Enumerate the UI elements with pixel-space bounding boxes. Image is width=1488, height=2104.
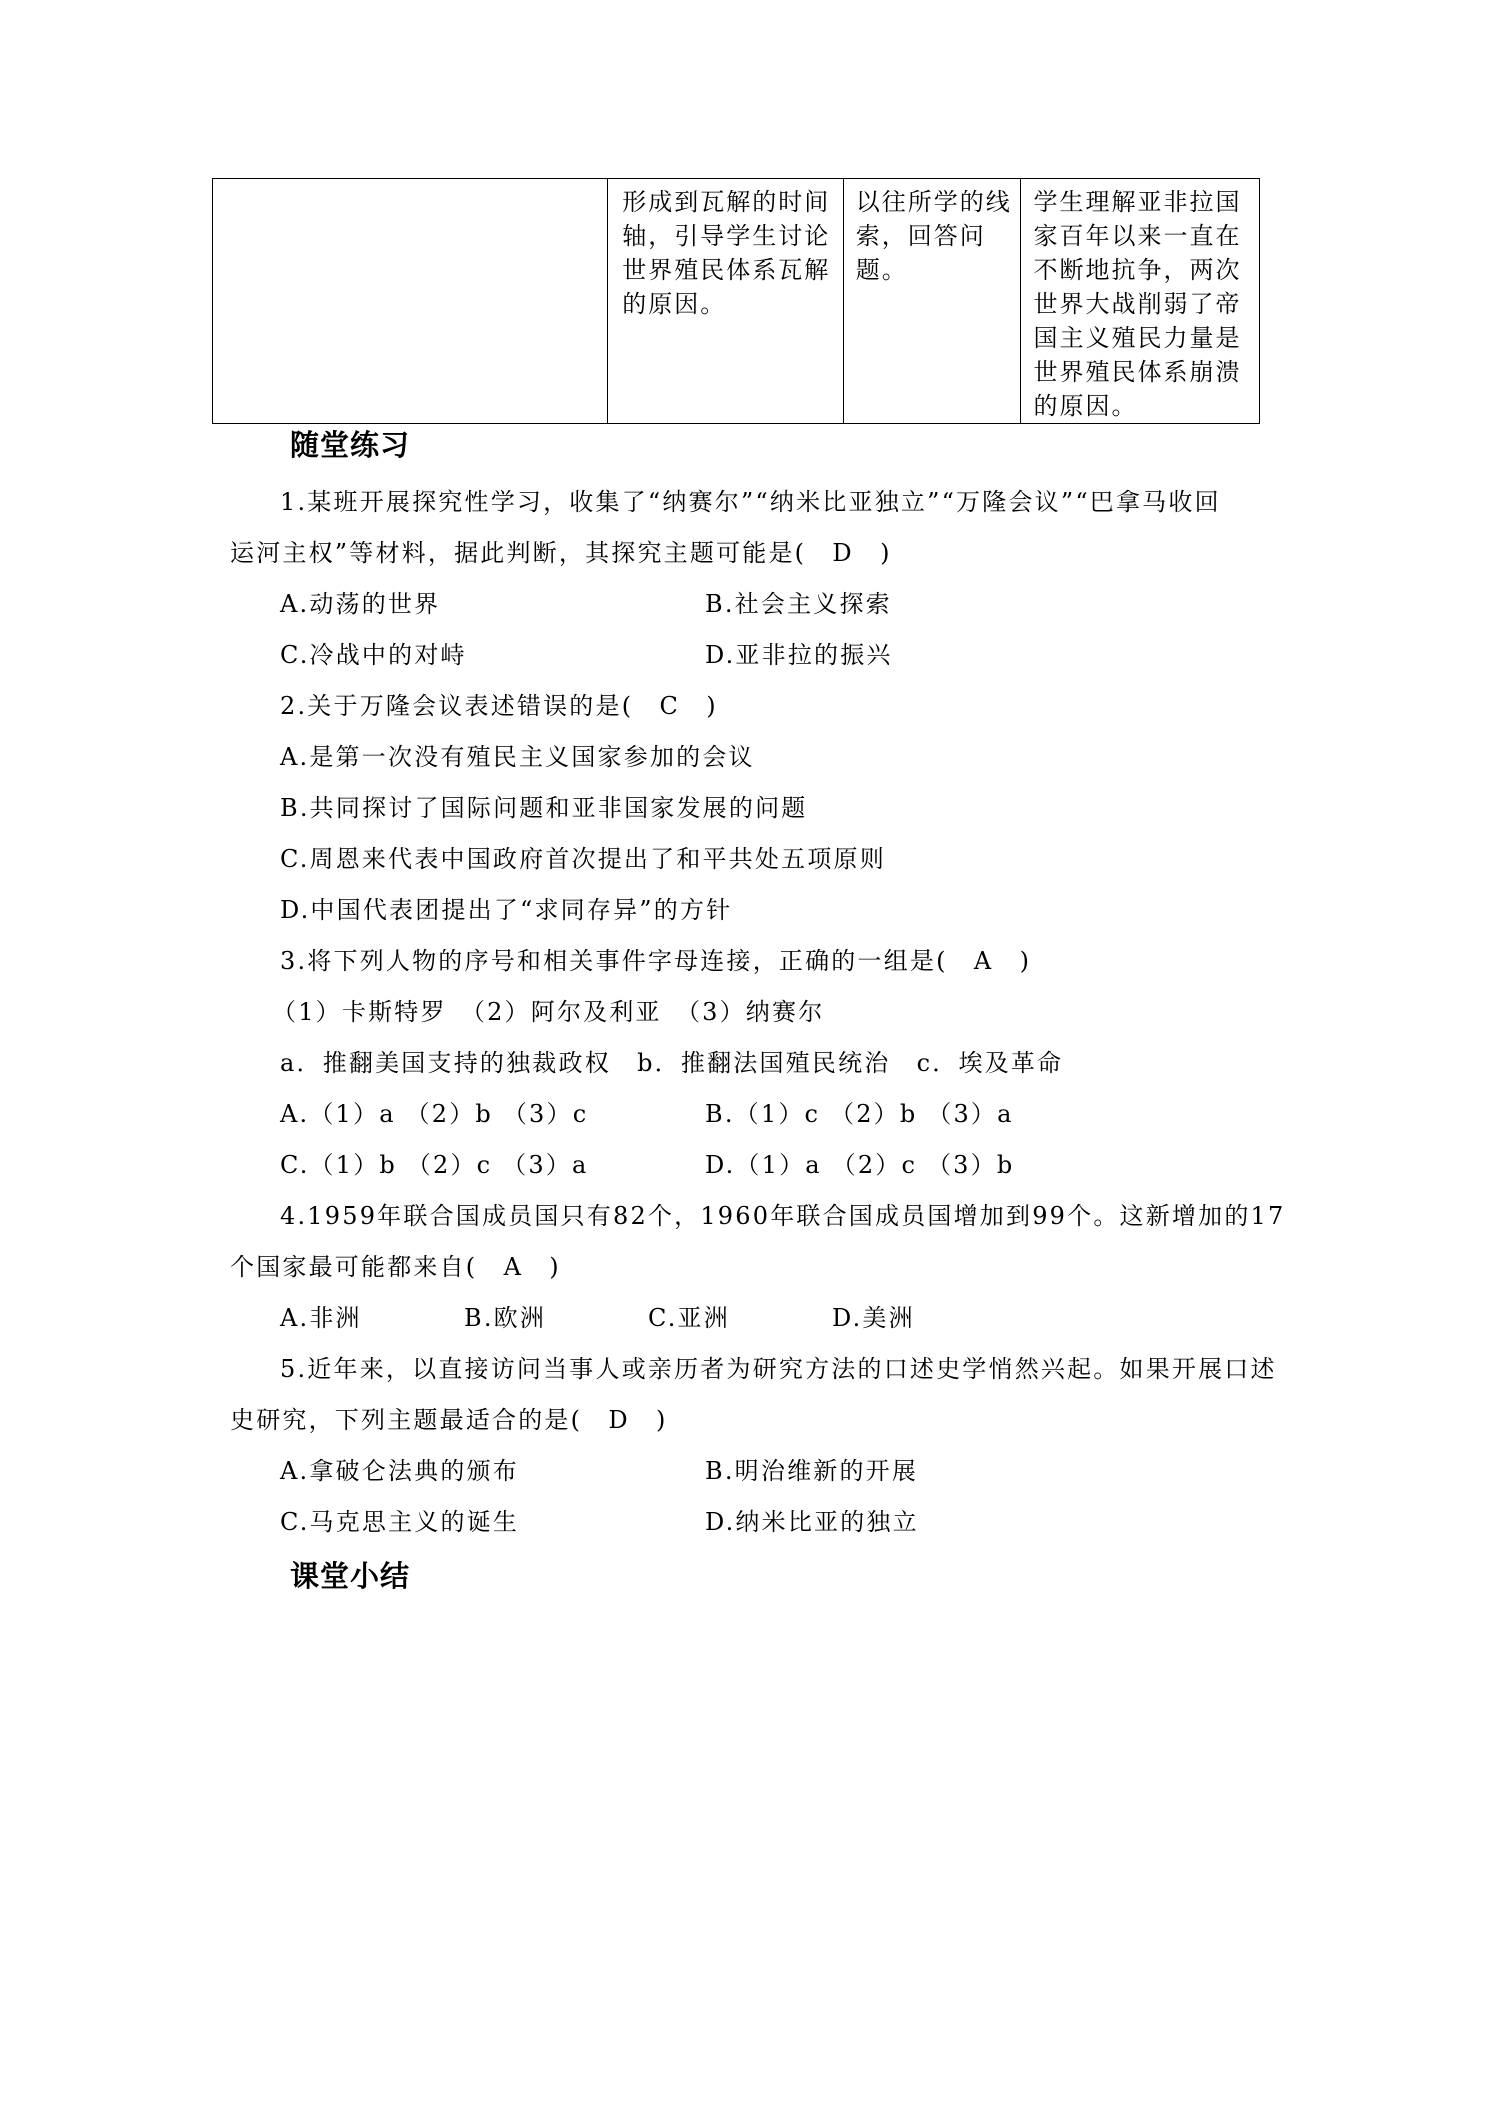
q4-option-c: C.亚洲 [648, 1304, 730, 1332]
table-cell-1 [213, 179, 608, 423]
q5-stem-line2: 史研究，下列主题最适合的是( D ) [230, 1406, 668, 1434]
q1-stem-line2: 运河主权”等材料，据此判断，其探究主题可能是( D ) [230, 539, 892, 567]
q2-option-a: A.是第一次没有殖民主义国家参加的会议 [280, 743, 755, 771]
q5-option-d: D.纳米比亚的独立 [705, 1508, 919, 1536]
q5-option-a: A.拿破仑法典的颁布 [280, 1457, 519, 1485]
q4-options [280, 1298, 1016, 1333]
q1-stem-line1: 1.某班开展探究性学习，收集了“纳赛尔”“纳米比亚独立”“万隆会议”“巴拿马收回 [280, 488, 1221, 516]
q3-option-b: B.（1）c （2）b （3）a [705, 1100, 1014, 1128]
q4-option-d: D.美洲 [832, 1304, 915, 1332]
table-cell-4: 学生理解亚非拉国家百年以来一直在不断地抗争，两次世界大战削弱了帝国主义殖民力量是世界殖民体系崩溃的原因。 [1033, 188, 1242, 420]
q3-option-a: A.（1）a （2）b （3）c [280, 1100, 589, 1128]
q2-option-d: D.中国代表团提出了“求同存异”的方针 [280, 896, 733, 924]
table-cell-2: 形成到瓦解的时间轴，引导学生讨论世界殖民体系瓦解的原因。 [608, 179, 844, 423]
q4-stem-line2: 个国家最可能都来自( A ) [230, 1253, 561, 1281]
q3-option-d: D.（1）a （2）c （3）b [705, 1151, 1015, 1179]
q1-option-c: C.冷战中的对峙 [280, 641, 467, 669]
q4-stem-line1: 4.1959年联合国成员国只有82个，1960年联合国成员国增加到99个。这新增加的17 [280, 1202, 1286, 1230]
q4-option-a: A.非洲 [280, 1304, 362, 1332]
q2-option-b: B.共同探讨了国际问题和亚非国家发展的问题 [280, 794, 808, 822]
q5-stem-line1: 5.近年来，以直接访问当事人或亲历者为研究方法的口述史学悄然兴起。如果开展口述 [280, 1355, 1277, 1383]
table-cell-3: 以往所学的线索，回答问题。 [844, 179, 1022, 423]
q1-option-a: A.动荡的世界 [280, 590, 441, 618]
lesson-table [212, 178, 1260, 424]
q3-stem: 3.将下列人物的序号和相关事件字母连接，正确的一组是( A ) [280, 947, 1032, 975]
q5-option-c: C.马克思主义的诞生 [280, 1508, 520, 1536]
q4-option-b: B.欧洲 [464, 1304, 547, 1332]
q3-people: （1）卡斯特罗 （2）阿尔及利亚 （3）纳赛尔 [272, 998, 825, 1026]
q5-option-b: B.明治维新的开展 [705, 1457, 919, 1485]
q2-stem: 2.关于万隆会议表述错误的是( C ) [280, 692, 718, 720]
section-heading-summary: 课堂小结 [290, 1559, 411, 1593]
q2-option-c: C.周恩来代表中国政府首次提出了和平共处五项原则 [280, 845, 886, 873]
q3-events: a．推翻美国支持的独裁政权 b．推翻法国殖民统治 c．埃及革命 [280, 1049, 1064, 1077]
q1-option-b: B.社会主义探索 [705, 590, 892, 618]
q1-option-d: D.亚非拉的振兴 [705, 641, 893, 669]
q3-option-c: C.（1）b （2）c （3）a [280, 1151, 589, 1179]
section-heading-practice: 随堂练习 [290, 428, 411, 462]
